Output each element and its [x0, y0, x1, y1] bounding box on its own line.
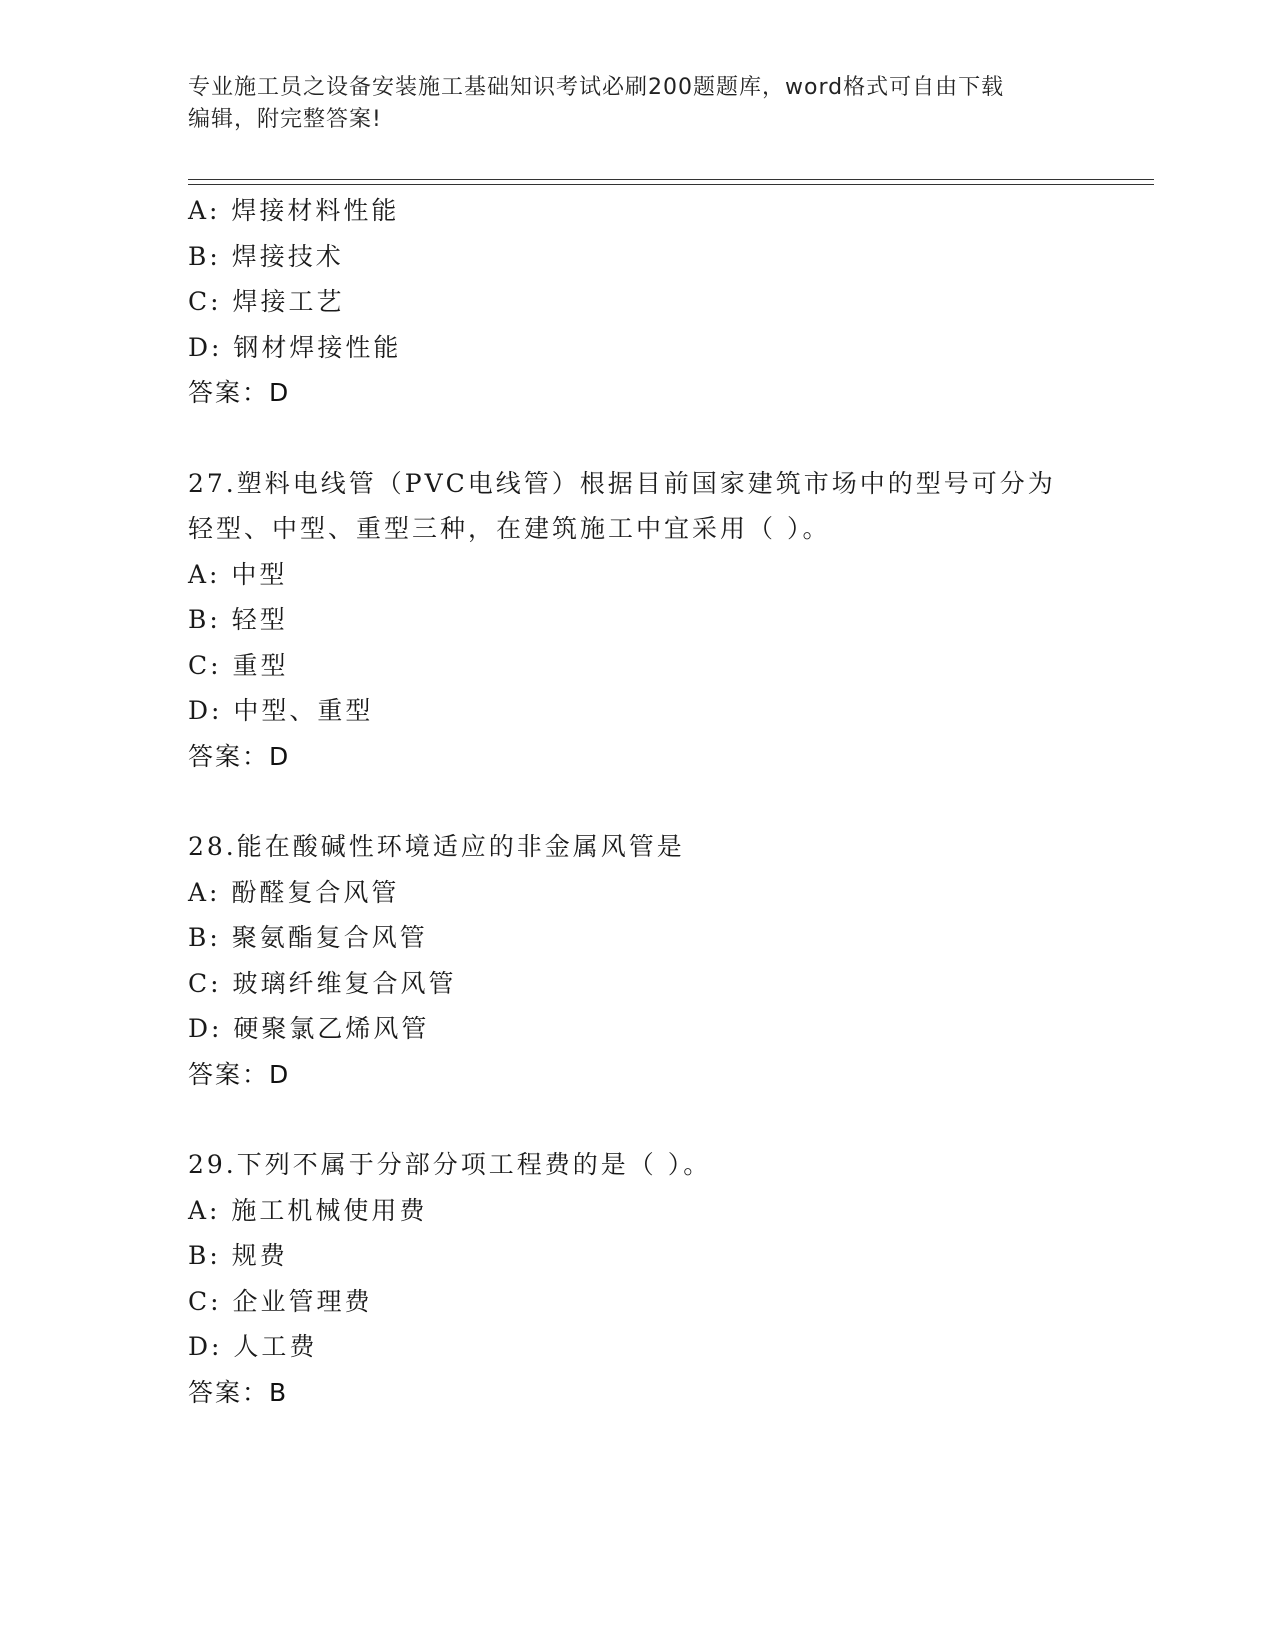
option-a: A: 酚醛复合风管	[188, 877, 400, 907]
header-line-2: 编辑，附完整答案!	[188, 107, 382, 132]
header-line-1: 专业施工员之设备安装施工基础知识考试必刷200题题库，word格式可自由下载	[188, 75, 1005, 100]
option-b: B: 聚氨酯复合风管	[188, 923, 428, 952]
question-block-29	[188, 1142, 1088, 1415]
block-spacer	[188, 416, 1088, 461]
question-block-28	[188, 824, 1088, 1097]
option-c: C: 重型	[188, 650, 289, 680]
question-block-27	[188, 461, 1088, 780]
question-list	[188, 188, 1088, 1415]
option-c: C: 玻璃纤维复合风管	[188, 968, 457, 998]
question-text-line-1: 27.塑料电线管（PVC电线管）根据目前国家建筑市场中的型号可分为	[188, 468, 1056, 498]
answer-line: 答案：B	[188, 1377, 289, 1407]
option-a: A: 中型	[188, 559, 288, 589]
option-c: C: 企业管理费	[188, 1286, 373, 1316]
option-b: B: 轻型	[188, 605, 288, 634]
option-d: D: 硬聚氯乙烯风管	[188, 1014, 430, 1043]
answer-line: 答案：D	[188, 741, 291, 771]
option-b: B: 焊接技术	[188, 241, 344, 271]
option-d: D: 人工费	[188, 1332, 318, 1361]
option-a: A: 施工机械使用费	[188, 1195, 428, 1225]
header-divider-top	[188, 179, 1154, 180]
question-text-line-1: 29.下列不属于分部分项工程费的是（ ）。	[188, 1150, 712, 1179]
answer-line: 答案：D	[188, 1059, 291, 1089]
header-divider-bottom	[188, 184, 1154, 185]
option-a: A: 焊接材料性能	[188, 196, 400, 225]
question-text-line-1: 28.能在酸碱性环境适应的非金属风管是	[188, 832, 685, 861]
block-spacer	[188, 779, 1088, 824]
option-d: D: 钢材焊接性能	[188, 332, 402, 362]
answer-line: 答案：D	[188, 378, 291, 407]
question-text-line-2: 轻型、中型、重型三种，在建筑施工中宜采用（ ）。	[188, 514, 831, 543]
block-spacer	[188, 1097, 1088, 1142]
question-block-26	[188, 188, 1088, 416]
option-b: B: 规费	[188, 1241, 288, 1270]
document-header	[188, 72, 1088, 136]
option-c: C: 焊接工艺	[188, 287, 345, 316]
option-d: D: 中型、重型	[188, 696, 374, 725]
